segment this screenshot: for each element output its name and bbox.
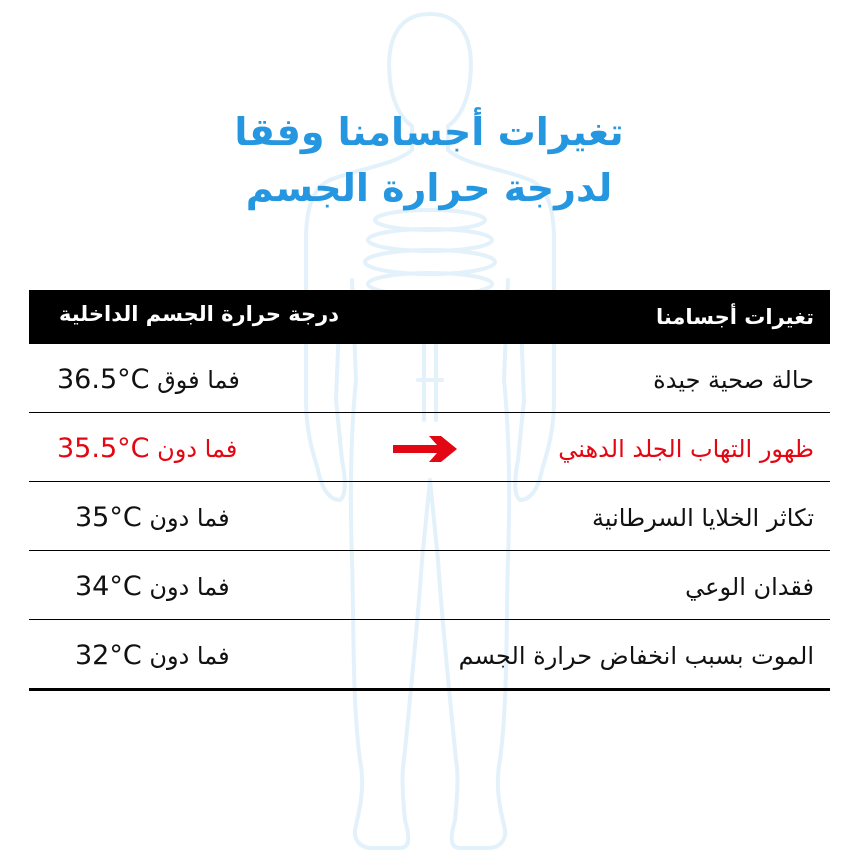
- row-temp-value: 35.5°C: [57, 433, 150, 464]
- row-temperature: [75, 551, 230, 623]
- row-change: ظهور التهاب الجلد الدهني: [558, 435, 814, 463]
- table-row: [29, 344, 830, 413]
- row-qualifier: فما دون: [157, 435, 238, 463]
- table-row: [29, 620, 830, 691]
- title-line-2: لدرجة حرارة الجسم: [245, 166, 613, 210]
- row-change: حالة صحية جيدة: [653, 366, 814, 394]
- row-change: الموت بسبب انخفاض حرارة الجسم: [458, 642, 814, 670]
- header-temperature: درجة حرارة الجسم الداخلية: [59, 302, 340, 326]
- table-header: [29, 290, 830, 344]
- row-temperature: [75, 620, 230, 692]
- row-temp-value: 34°C: [75, 571, 142, 602]
- table-row-highlighted: [29, 413, 830, 482]
- temperature-table: [29, 290, 830, 691]
- row-temp-value: 36.5°C: [57, 364, 150, 395]
- page-title: [0, 104, 858, 216]
- row-temperature: [75, 482, 230, 554]
- row-temperature: [57, 413, 237, 485]
- row-temperature: [57, 344, 240, 416]
- header-changes: تغيرات أجسامنا: [655, 305, 814, 329]
- row-change: فقدان الوعي: [685, 573, 814, 601]
- row-temp-value: 35°C: [75, 502, 142, 533]
- row-qualifier: فما دون: [149, 642, 230, 670]
- row-temp-value: 32°C: [75, 640, 142, 671]
- right-arrow-icon: [393, 436, 457, 462]
- row-qualifier: فما دون: [149, 504, 230, 532]
- row-qualifier: فما فوق: [157, 366, 240, 394]
- title-line-1: تغيرات أجسامنا وفقا: [234, 110, 624, 154]
- row-change: تكاثر الخلايا السرطانية: [591, 504, 814, 532]
- table-row: [29, 482, 830, 551]
- table-row: [29, 551, 830, 620]
- row-qualifier: فما دون: [149, 573, 230, 601]
